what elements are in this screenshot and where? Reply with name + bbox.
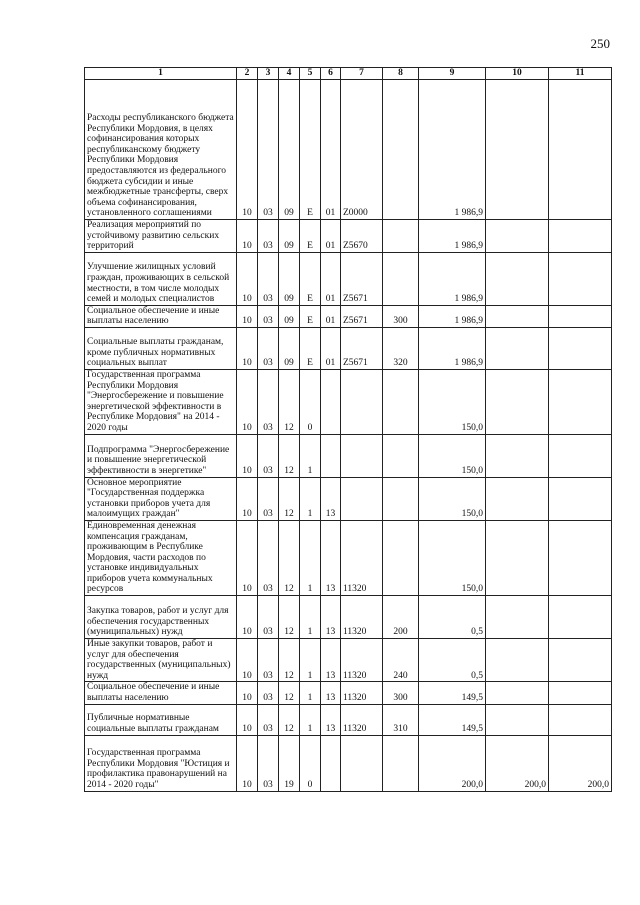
- cell-amount-year1: 150,0: [419, 369, 486, 434]
- cell-amount-year3: [549, 80, 612, 220]
- cell-main-event: 13: [321, 596, 341, 639]
- cell-main-event: [321, 735, 341, 791]
- cell-expense-type: [383, 477, 419, 520]
- cell-amount-year2: [486, 682, 549, 704]
- column-header: 10: [486, 68, 549, 80]
- cell-amount-year1: 1 986,9: [419, 327, 486, 369]
- cell-expense-type: [383, 80, 419, 220]
- cell-section: 10: [237, 477, 258, 520]
- cell-expense-type: 320: [383, 327, 419, 369]
- column-header: 6: [321, 68, 341, 80]
- cell-expense-type: [383, 369, 419, 434]
- cell-amount-year3: [549, 682, 612, 704]
- cell-amount-year2: 200,0: [486, 735, 549, 791]
- cell-main-event: 13: [321, 682, 341, 704]
- column-header: 8: [383, 68, 419, 80]
- row-name: Подпрограмма "Энергосбережение и повышение энергетической эффективности в энергетике": [85, 434, 237, 477]
- cell-program: 09: [279, 80, 300, 220]
- cell-program: 19: [279, 735, 300, 791]
- header-row: [85, 68, 612, 80]
- cell-subsection: 03: [258, 80, 279, 220]
- cell-section: 10: [237, 327, 258, 369]
- row-name: Закупка товаров, работ и услуг для обеспечения государственных (муниципальных) нужд: [85, 596, 237, 639]
- cell-amount-year3: [549, 252, 612, 305]
- table-row: [85, 252, 612, 305]
- cell-section: 10: [237, 80, 258, 220]
- cell-amount-year3: [549, 520, 612, 595]
- cell-subprogram: 1: [300, 520, 321, 595]
- cell-section: 10: [237, 369, 258, 434]
- row-name: Социальные выплаты гражданам, кроме публичных нормативных социальных выплат: [85, 327, 237, 369]
- table-row: [85, 596, 612, 639]
- row-name: Иные закупки товаров, работ и услуг для обеспечения государственных (муниципальных) нужд: [85, 639, 237, 682]
- column-header: 9: [419, 68, 486, 80]
- column-header: 7: [341, 68, 383, 80]
- cell-amount-year2: [486, 305, 549, 327]
- cell-subsection: 03: [258, 327, 279, 369]
- cell-subprogram: 1: [300, 596, 321, 639]
- cell-subprogram: 0: [300, 735, 321, 791]
- cell-section: 10: [237, 735, 258, 791]
- cell-main-event: 13: [321, 639, 341, 682]
- cell-subprogram: 1: [300, 704, 321, 735]
- cell-amount-year1: 150,0: [419, 520, 486, 595]
- cell-section: 10: [237, 596, 258, 639]
- table-row: [85, 80, 612, 220]
- cell-main-event: 13: [321, 704, 341, 735]
- table-row: [85, 477, 612, 520]
- row-name: Реализация мероприятий по устойчивому развитию сельских территорий: [85, 220, 237, 253]
- cell-expense-type: 200: [383, 596, 419, 639]
- cell-amount-year3: [549, 477, 612, 520]
- cell-expense-type: [383, 735, 419, 791]
- cell-amount-year2: [486, 704, 549, 735]
- cell-main-event: [321, 369, 341, 434]
- table-row: [85, 520, 612, 595]
- row-name: Улучшение жилищных условий граждан, проживающих в сельской местности, в том числе молодых семей и молодых специалистов: [85, 252, 237, 305]
- cell-expense-type: [383, 252, 419, 305]
- cell-program: 12: [279, 434, 300, 477]
- cell-expense-type: 310: [383, 704, 419, 735]
- cell-amount-year3: [549, 434, 612, 477]
- cell-expense-type: [383, 520, 419, 595]
- cell-direction-code: Z5671: [341, 252, 383, 305]
- cell-amount-year1: 0,5: [419, 639, 486, 682]
- cell-main-event: [321, 434, 341, 477]
- table-row: [85, 639, 612, 682]
- cell-direction-code: Z5670: [341, 220, 383, 253]
- cell-direction-code: [341, 735, 383, 791]
- cell-amount-year1: 1 986,9: [419, 252, 486, 305]
- cell-program: 12: [279, 520, 300, 595]
- cell-direction-code: Z5671: [341, 327, 383, 369]
- cell-amount-year1: 1 986,9: [419, 220, 486, 253]
- cell-amount-year1: 150,0: [419, 477, 486, 520]
- page-number: 250: [590, 36, 610, 51]
- cell-direction-code: 11320: [341, 639, 383, 682]
- cell-subsection: 03: [258, 252, 279, 305]
- row-name: Государственная программа Республики Мордовия "Энергосбережение и повышение энергетической эффективности в Республике Мордовия" на 2014 - 2020 годы: [85, 369, 237, 434]
- cell-subsection: 03: [258, 305, 279, 327]
- cell-main-event: 01: [321, 305, 341, 327]
- cell-subprogram: 1: [300, 682, 321, 704]
- row-name: Публичные нормативные социальные выплаты гражданам: [85, 704, 237, 735]
- cell-amount-year2: [486, 369, 549, 434]
- cell-amount-year2: [486, 596, 549, 639]
- cell-expense-type: 240: [383, 639, 419, 682]
- column-header: 1: [85, 68, 237, 80]
- column-header: 11: [549, 68, 612, 80]
- cell-amount-year1: 0,5: [419, 596, 486, 639]
- cell-amount-year1: 1 986,9: [419, 305, 486, 327]
- cell-subsection: 03: [258, 639, 279, 682]
- row-name: Расходы республиканского бюджета Республики Мордовия, в целях софинансирования которых республиканскому бюджету Республики Мордовия предоставляются из федерального бюджета субсидии и иные межбюджетные трансферты, сверх объема софинансирования, установленного соглашениями: [85, 80, 237, 220]
- cell-main-event: 01: [321, 252, 341, 305]
- cell-direction-code: Z5671: [341, 305, 383, 327]
- cell-amount-year3: [549, 596, 612, 639]
- cell-subprogram: 1: [300, 477, 321, 520]
- column-header: 4: [279, 68, 300, 80]
- table-row: [85, 735, 612, 791]
- cell-subprogram: Е: [300, 305, 321, 327]
- cell-direction-code: [341, 369, 383, 434]
- cell-subsection: 03: [258, 477, 279, 520]
- cell-amount-year1: 150,0: [419, 434, 486, 477]
- cell-direction-code: [341, 477, 383, 520]
- row-name: Единовременная денежная компенсация гражданам, проживающим в Республике Мордовия, части расходов по установке индивидуальных приборов учета коммунальных ресурсов: [85, 520, 237, 595]
- column-header: 5: [300, 68, 321, 80]
- cell-direction-code: 11320: [341, 520, 383, 595]
- cell-amount-year2: [486, 639, 549, 682]
- cell-amount-year1: 1 986,9: [419, 80, 486, 220]
- cell-program: 12: [279, 639, 300, 682]
- cell-program: 09: [279, 252, 300, 305]
- cell-subsection: 03: [258, 735, 279, 791]
- cell-subprogram: Е: [300, 252, 321, 305]
- cell-program: 09: [279, 327, 300, 369]
- table-row: [85, 369, 612, 434]
- cell-amount-year3: [549, 220, 612, 253]
- cell-amount-year2: [486, 477, 549, 520]
- cell-section: 10: [237, 252, 258, 305]
- cell-direction-code: Z0000: [341, 80, 383, 220]
- cell-section: 10: [237, 305, 258, 327]
- cell-subprogram: Е: [300, 327, 321, 369]
- cell-amount-year2: [486, 80, 549, 220]
- cell-direction-code: 11320: [341, 704, 383, 735]
- cell-amount-year1: 200,0: [419, 735, 486, 791]
- cell-amount-year1: 149,5: [419, 704, 486, 735]
- cell-expense-type: [383, 434, 419, 477]
- budget-table: [84, 67, 612, 792]
- table-row: [85, 305, 612, 327]
- cell-subprogram: Е: [300, 220, 321, 253]
- cell-direction-code: [341, 434, 383, 477]
- table-body: [85, 80, 612, 792]
- cell-expense-type: [383, 220, 419, 253]
- cell-section: 10: [237, 704, 258, 735]
- cell-subsection: 03: [258, 704, 279, 735]
- cell-amount-year3: [549, 369, 612, 434]
- cell-subprogram: 1: [300, 434, 321, 477]
- cell-subprogram: 1: [300, 639, 321, 682]
- table-row: [85, 327, 612, 369]
- cell-amount-year3: [549, 704, 612, 735]
- cell-program: 12: [279, 682, 300, 704]
- cell-main-event: 01: [321, 220, 341, 253]
- cell-subsection: 03: [258, 596, 279, 639]
- table-row: [85, 220, 612, 253]
- cell-amount-year2: [486, 520, 549, 595]
- cell-subsection: 03: [258, 434, 279, 477]
- cell-section: 10: [237, 434, 258, 477]
- row-name: Социальное обеспечение и иные выплаты населению: [85, 682, 237, 704]
- cell-program: 12: [279, 477, 300, 520]
- cell-main-event: 01: [321, 80, 341, 220]
- cell-amount-year3: [549, 305, 612, 327]
- column-header: 3: [258, 68, 279, 80]
- cell-subsection: 03: [258, 369, 279, 434]
- cell-direction-code: 11320: [341, 682, 383, 704]
- cell-main-event: 13: [321, 477, 341, 520]
- cell-direction-code: 11320: [341, 596, 383, 639]
- row-name: Основное мероприятие "Государственная поддержка установки приборов учета для малоимущих граждан": [85, 477, 237, 520]
- cell-subsection: 03: [258, 520, 279, 595]
- cell-subprogram: 0: [300, 369, 321, 434]
- cell-section: 10: [237, 682, 258, 704]
- cell-amount-year2: [486, 434, 549, 477]
- row-name: Социальное обеспечение и иные выплаты населению: [85, 305, 237, 327]
- cell-main-event: 01: [321, 327, 341, 369]
- cell-section: 10: [237, 220, 258, 253]
- cell-program: 12: [279, 704, 300, 735]
- cell-subprogram: Е: [300, 80, 321, 220]
- cell-amount-year2: [486, 252, 549, 305]
- cell-main-event: 13: [321, 520, 341, 595]
- table-row: [85, 682, 612, 704]
- cell-section: 10: [237, 520, 258, 595]
- cell-expense-type: 300: [383, 305, 419, 327]
- table-row: [85, 434, 612, 477]
- cell-amount-year2: [486, 220, 549, 253]
- cell-program: 09: [279, 305, 300, 327]
- cell-amount-year2: [486, 327, 549, 369]
- cell-amount-year3: [549, 327, 612, 369]
- cell-amount-year1: 149,5: [419, 682, 486, 704]
- row-name: Государственная программа Республики Мордовия "Юстиция и профилактика правонарушений на 2014 - 2020 годы": [85, 735, 237, 791]
- table-row: [85, 704, 612, 735]
- column-header: 2: [237, 68, 258, 80]
- cell-subsection: 03: [258, 220, 279, 253]
- cell-program: 09: [279, 220, 300, 253]
- cell-section: 10: [237, 639, 258, 682]
- cell-subsection: 03: [258, 682, 279, 704]
- cell-program: 12: [279, 369, 300, 434]
- cell-amount-year3: 200,0: [549, 735, 612, 791]
- cell-expense-type: 300: [383, 682, 419, 704]
- cell-program: 12: [279, 596, 300, 639]
- cell-amount-year3: [549, 639, 612, 682]
